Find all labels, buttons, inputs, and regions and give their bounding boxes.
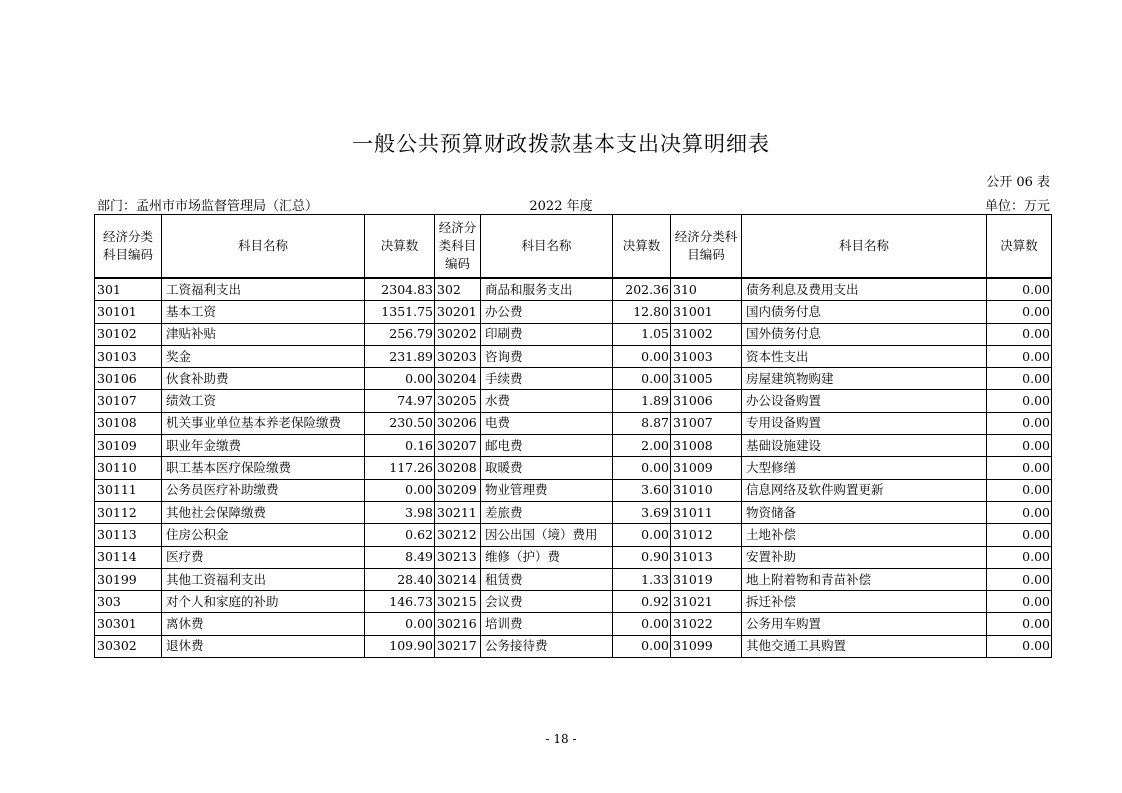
- name-cell: 土地补偿: [742, 524, 987, 546]
- amount-cell: 0.90: [613, 546, 671, 568]
- name-cell: 物资储备: [742, 501, 987, 523]
- code-cell: 30102: [95, 323, 162, 345]
- amount-cell: 0.00: [365, 368, 435, 390]
- amount-cell: 0.00: [987, 524, 1052, 546]
- code-cell: 31002: [671, 323, 742, 345]
- code-cell: 30109: [95, 435, 162, 457]
- page-number: - 18 -: [545, 732, 577, 746]
- table-row: [95, 635, 1052, 657]
- amount-cell: 0.00: [365, 613, 435, 635]
- amount-cell: 0.00: [613, 635, 671, 657]
- header-amount-2: 决算数: [613, 215, 671, 279]
- code-cell: 31009: [671, 457, 742, 479]
- amount-cell: 0.16: [365, 435, 435, 457]
- amount-cell: 0.92: [613, 591, 671, 613]
- amount-cell: 0.00: [987, 568, 1052, 590]
- table-row: [95, 613, 1052, 635]
- amount-cell: 256.79: [365, 323, 435, 345]
- name-cell: 公务接待费: [481, 635, 613, 657]
- code-cell: 30112: [95, 501, 162, 523]
- code-cell: 31001: [671, 301, 742, 323]
- amount-cell: 0.00: [987, 457, 1052, 479]
- code-cell: 31012: [671, 524, 742, 546]
- code-cell: 31019: [671, 568, 742, 590]
- amount-cell: 0.00: [613, 345, 671, 367]
- name-cell: 职业年金缴费: [162, 435, 365, 457]
- header-amount-1: 决算数: [365, 215, 435, 279]
- code-cell: 30214: [435, 568, 481, 590]
- table-row: [95, 591, 1052, 613]
- amount-cell: 2304.83: [365, 278, 435, 301]
- name-cell: 物业管理费: [481, 479, 613, 501]
- name-cell: 信息网络及软件购置更新: [742, 479, 987, 501]
- name-cell: 机关事业单位基本养老保险缴费: [162, 412, 365, 434]
- name-cell: 其他交通工具购置: [742, 635, 987, 657]
- amount-cell: 0.00: [987, 546, 1052, 568]
- name-cell: 办公费: [481, 301, 613, 323]
- code-cell: 30103: [95, 345, 162, 367]
- name-cell: 水费: [481, 390, 613, 412]
- code-cell: 30209: [435, 479, 481, 501]
- header-name-3: 科目名称: [742, 215, 987, 279]
- name-cell: 租赁费: [481, 568, 613, 590]
- name-cell: 印刷费: [481, 323, 613, 345]
- code-cell: 30101: [95, 301, 162, 323]
- name-cell: 公务员医疗补助缴费: [162, 479, 365, 501]
- table-row: [95, 568, 1052, 590]
- code-cell: 30206: [435, 412, 481, 434]
- code-cell: 302: [435, 278, 481, 301]
- header-code-2: 经济分类科目编码: [435, 215, 481, 279]
- name-cell: 债务利息及费用支出: [742, 278, 987, 301]
- code-cell: 30212: [435, 524, 481, 546]
- code-cell: 303: [95, 591, 162, 613]
- name-cell: 基本工资: [162, 301, 365, 323]
- code-cell: 30203: [435, 345, 481, 367]
- amount-cell: 8.87: [613, 412, 671, 434]
- amount-cell: 202.36: [613, 278, 671, 301]
- name-cell: 基础设施建设: [742, 435, 987, 457]
- name-cell: 取暖费: [481, 457, 613, 479]
- code-cell: 31013: [671, 546, 742, 568]
- amount-cell: 109.90: [365, 635, 435, 657]
- name-cell: 因公出国（境）费用: [481, 524, 613, 546]
- table-row: [95, 301, 1052, 323]
- amount-cell: 0.00: [365, 479, 435, 501]
- name-cell: 职工基本医疗保险缴费: [162, 457, 365, 479]
- code-cell: 30207: [435, 435, 481, 457]
- amount-cell: 0.00: [987, 635, 1052, 657]
- amount-cell: 0.00: [987, 368, 1052, 390]
- table-row: [95, 479, 1052, 501]
- amount-cell: 0.00: [987, 591, 1052, 613]
- name-cell: 咨询费: [481, 345, 613, 367]
- table-row: [95, 524, 1052, 546]
- amount-cell: 231.89: [365, 345, 435, 367]
- amount-cell: 0.00: [987, 278, 1052, 301]
- name-cell: 地上附着物和青苗补偿: [742, 568, 987, 590]
- table-row: [95, 412, 1052, 434]
- code-cell: 31003: [671, 345, 742, 367]
- amount-cell: 0.00: [613, 457, 671, 479]
- name-cell: 差旅费: [481, 501, 613, 523]
- code-cell: 30211: [435, 501, 481, 523]
- amount-cell: 0.00: [987, 323, 1052, 345]
- name-cell: 安置补助: [742, 546, 987, 568]
- name-cell: 维修（护）费: [481, 546, 613, 568]
- amount-cell: 28.40: [365, 568, 435, 590]
- name-cell: 资本性支出: [742, 345, 987, 367]
- amount-cell: 0.00: [987, 435, 1052, 457]
- header-code-1: 经济分类科目编码: [95, 215, 162, 279]
- name-cell: 退休费: [162, 635, 365, 657]
- table-row: [95, 435, 1052, 457]
- header-amount-3: 决算数: [987, 215, 1052, 279]
- amount-cell: 12.80: [613, 301, 671, 323]
- amount-cell: 0.00: [987, 345, 1052, 367]
- page-title: 一般公共预算财政拨款基本支出决算明细表: [352, 132, 770, 156]
- code-cell: 31005: [671, 368, 742, 390]
- name-cell: 专用设备购置: [742, 412, 987, 434]
- code-cell: 30113: [95, 524, 162, 546]
- amount-cell: 0.62: [365, 524, 435, 546]
- table-row: [95, 546, 1052, 568]
- table-row: [95, 345, 1052, 367]
- table-header-row: [95, 215, 1052, 279]
- amount-cell: 0.00: [613, 613, 671, 635]
- code-cell: 30208: [435, 457, 481, 479]
- unit-label: 单位：万元: [984, 199, 1050, 214]
- name-cell: 奖金: [162, 345, 365, 367]
- amount-cell: 0.00: [987, 501, 1052, 523]
- amount-cell: 1351.75: [365, 301, 435, 323]
- name-cell: 国内债务付息: [742, 301, 987, 323]
- name-cell: 大型修缮: [742, 457, 987, 479]
- code-cell: 30106: [95, 368, 162, 390]
- name-cell: 住房公积金: [162, 524, 365, 546]
- table-row: [95, 368, 1052, 390]
- amount-cell: 0.00: [987, 412, 1052, 434]
- header-name-1: 科目名称: [162, 215, 365, 279]
- code-cell: 30213: [435, 546, 481, 568]
- amount-cell: 1.05: [613, 323, 671, 345]
- amount-cell: 0.00: [987, 390, 1052, 412]
- name-cell: 其他社会保障缴费: [162, 501, 365, 523]
- code-cell: 30202: [435, 323, 481, 345]
- code-cell: 30108: [95, 412, 162, 434]
- amount-cell: 1.33: [613, 568, 671, 590]
- amount-cell: 0.00: [987, 479, 1052, 501]
- amount-cell: 230.50: [365, 412, 435, 434]
- code-cell: 30215: [435, 591, 481, 613]
- name-cell: 离休费: [162, 613, 365, 635]
- form-number: 公开 06 表: [986, 175, 1050, 190]
- table-row: [95, 390, 1052, 412]
- code-cell: 31008: [671, 435, 742, 457]
- name-cell: 津贴补贴: [162, 323, 365, 345]
- code-cell: 31006: [671, 390, 742, 412]
- name-cell: 公务用车购置: [742, 613, 987, 635]
- amount-cell: 117.26: [365, 457, 435, 479]
- name-cell: 绩效工资: [162, 390, 365, 412]
- amount-cell: 3.69: [613, 501, 671, 523]
- code-cell: 30301: [95, 613, 162, 635]
- name-cell: 对个人和家庭的补助: [162, 591, 365, 613]
- department-label: 部门：孟州市市场监督管理局（汇总）: [97, 199, 319, 214]
- name-cell: 房屋建筑物购建: [742, 368, 987, 390]
- name-cell: 手续费: [481, 368, 613, 390]
- expenditure-table: [94, 214, 1052, 658]
- code-cell: 31099: [671, 635, 742, 657]
- amount-cell: 1.89: [613, 390, 671, 412]
- name-cell: 医疗费: [162, 546, 365, 568]
- code-cell: 30110: [95, 457, 162, 479]
- name-cell: 其他工资福利支出: [162, 568, 365, 590]
- amount-cell: 0.00: [987, 301, 1052, 323]
- header-name-2: 科目名称: [481, 215, 613, 279]
- code-cell: 31007: [671, 412, 742, 434]
- code-cell: 30216: [435, 613, 481, 635]
- name-cell: 拆迁补偿: [742, 591, 987, 613]
- amount-cell: 74.97: [365, 390, 435, 412]
- code-cell: 301: [95, 278, 162, 301]
- table-row: [95, 501, 1052, 523]
- code-cell: 31022: [671, 613, 742, 635]
- code-cell: 30199: [95, 568, 162, 590]
- name-cell: 邮电费: [481, 435, 613, 457]
- code-cell: 30111: [95, 479, 162, 501]
- code-cell: 30204: [435, 368, 481, 390]
- code-cell: 30114: [95, 546, 162, 568]
- name-cell: 会议费: [481, 591, 613, 613]
- amount-cell: 8.49: [365, 546, 435, 568]
- amount-cell: 3.98: [365, 501, 435, 523]
- header-code-3: 经济分类科目编码: [671, 215, 742, 279]
- code-cell: 31021: [671, 591, 742, 613]
- fiscal-year: 2022 年度: [529, 199, 593, 214]
- code-cell: 310: [671, 278, 742, 301]
- code-cell: 30302: [95, 635, 162, 657]
- name-cell: 电费: [481, 412, 613, 434]
- name-cell: 伙食补助费: [162, 368, 365, 390]
- amount-cell: 146.73: [365, 591, 435, 613]
- code-cell: 31010: [671, 479, 742, 501]
- table-row: [95, 323, 1052, 345]
- name-cell: 培训费: [481, 613, 613, 635]
- table-row: [95, 278, 1052, 301]
- code-cell: 30107: [95, 390, 162, 412]
- amount-cell: 0.00: [613, 524, 671, 546]
- code-cell: 30217: [435, 635, 481, 657]
- amount-cell: 2.00: [613, 435, 671, 457]
- amount-cell: 3.60: [613, 479, 671, 501]
- amount-cell: 0.00: [613, 368, 671, 390]
- name-cell: 商品和服务支出: [481, 278, 613, 301]
- table-row: [95, 457, 1052, 479]
- name-cell: 国外债务付息: [742, 323, 987, 345]
- code-cell: 30205: [435, 390, 481, 412]
- name-cell: 办公设备购置: [742, 390, 987, 412]
- amount-cell: 0.00: [987, 613, 1052, 635]
- code-cell: 30201: [435, 301, 481, 323]
- name-cell: 工资福利支出: [162, 278, 365, 301]
- code-cell: 31011: [671, 501, 742, 523]
